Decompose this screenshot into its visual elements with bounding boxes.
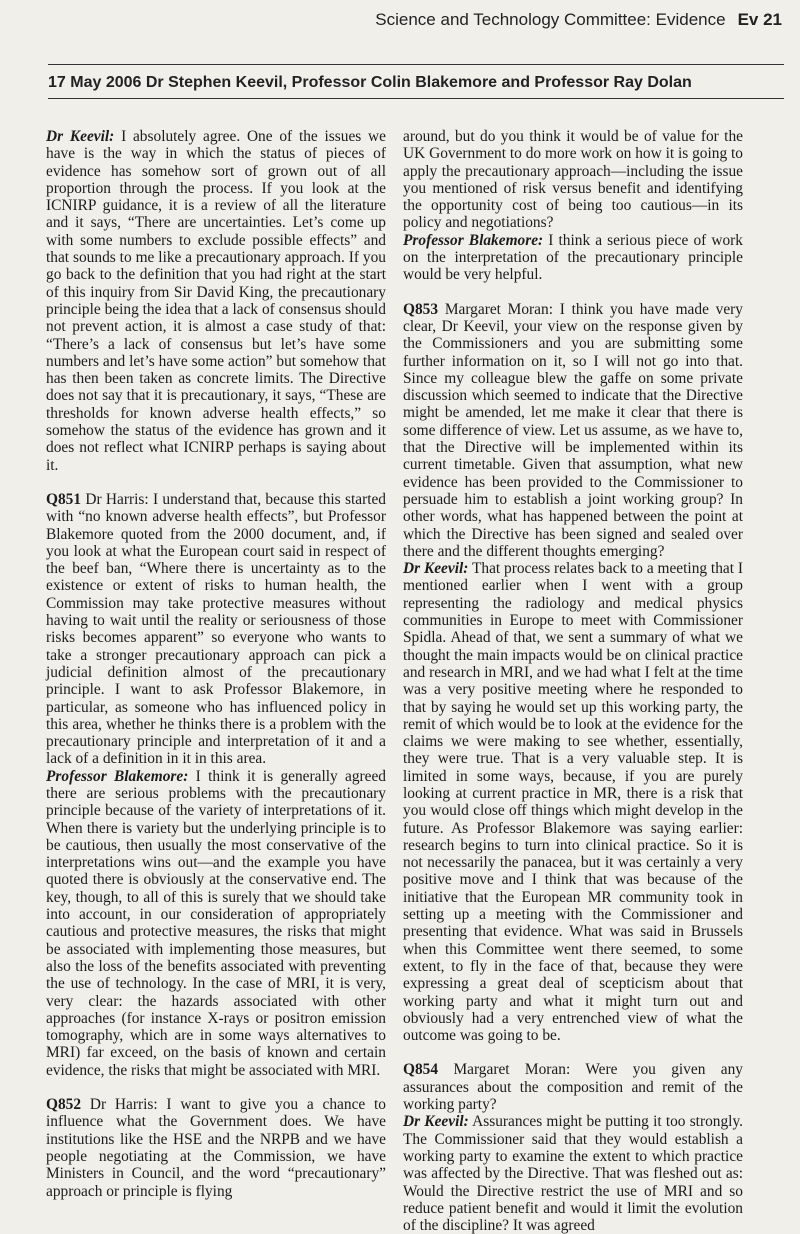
speaker-name: Professor Blakemore: xyxy=(403,231,544,249)
answer-text: That process relates back to a meeting that I mentioned earlier when I went with a group representing the radiology and medical physics communities in Europe to meet with Commissioner Spidla. Ahead of that, we sent a summary of what we thought the main impacts would be on clinical practice and research in MRI, and we had what I felt at the time was a very positive meeting where he responded to that by saying he would set up this working party, the remit of which would be to look at the evidence for the claims we were making to see whether, essentially, they were true. That is a very valuable step. It is limited in some ways, because, if you are purely looking at current practice in MR, there is a risk that you would close off things which might develop in the future. As Professor Blakemore was saying earlier: research begins to turn into clinical practice. So it is not necessarily the panacea, but it was certainly a very positive move and I think that was because of the initiative that the European MR community took in setting up a meeting with the Commissioner and presenting that evidence. What was said in Brussels when this Committee went there seemed, to some extent, to fly in the face of that, because they were expressing a great deal of scepticism about that working party and what it might turn out and obviously had a very entrenched view of what the outcome was going to be. xyxy=(403,560,743,1045)
speaker-name: Dr Keevil: xyxy=(403,1113,469,1131)
question-text: I want to give you a chance to influence what the Government does. We have institutions like the HSE and the NRPB and we have people negotiating at the Commission, we have Ministers in Council, and the word “precautionary” approach or principle is flying xyxy=(46,1096,386,1200)
speaker-name: Dr Keevil: xyxy=(46,128,115,145)
answer-paragraph xyxy=(403,560,743,1044)
question-number: Q851 xyxy=(46,490,82,508)
question-paragraph xyxy=(403,1061,743,1113)
question-paragraph xyxy=(46,1096,386,1200)
questioner-name: Margaret Moran: xyxy=(453,1061,571,1079)
speaker-name: Dr Keevil: xyxy=(403,560,469,578)
answer-text: I think a serious piece of work on the interpretation of the precautionary principle would be very helpful. xyxy=(403,231,743,284)
speaker-name: Professor Blakemore: xyxy=(46,767,189,785)
right-column xyxy=(403,128,743,1234)
running-header xyxy=(375,10,782,30)
answer-text: Assurances might be putting it too strongly. The Commissioner said that they would establish a working party to examine the extent to which practice was affected by the Directive. That was fleshed out as: Would the Directive restrict the use of MRI and so reduce patient benefit and would it limit the evolution of the discipline? It was agreed xyxy=(403,1113,743,1234)
witness-subheading: 17 May 2006 Dr Stephen Keevil, Professor Colin Blakemore and Professor Ray Dolan xyxy=(48,74,692,91)
header-rule-bottom xyxy=(48,98,784,99)
questioner-name: Margaret Moran: xyxy=(444,300,553,318)
continued-question-text: around, but do you think it would be of value for the UK Government to do more work on how it is going to apply the precautionary approach—including the issue you mentioned of risk versus benefit and identifying the opportunity cost of being too cautious—in its policy and negotiations? xyxy=(403,128,743,232)
page-number: Ev 21 xyxy=(737,10,782,29)
question-number: Q854 xyxy=(403,1061,439,1079)
question-number: Q853 xyxy=(403,300,439,318)
answer-text: I absolutely agree. One of the issues we have is the way in which the status of pieces of evidence has somehow sort of grown out of all proportion through the process. If you look at the ICNIRP guidance, it is a review of all the literature and it says, “There are uncertainties. Let’s come up with some numbers to exclude possible effects” and that sounds to me like a precautionary approach. If you go back to the definition that you had right at the start of this inquiry from Sir David King, the precautionary principle being the idea that a lack of consensus should not prevent action, it is almost a case study of that: “There’s a lack of consensus but let’s have some numbers and let’s have some action” but somehow that has then been taken as concrete limits. The Directive does not say that it is precautionary, it says, “These are thresholds for known adverse health effects,” so somehow the status of the evidence has grown and it does not reflect what ICNIRP perhaps is saying about it. xyxy=(46,128,386,474)
question-paragraph xyxy=(403,301,743,560)
answer-paragraph xyxy=(403,1113,743,1234)
question-number: Q852 xyxy=(46,1096,82,1114)
answer-paragraph xyxy=(46,768,386,1079)
questioner-name: Dr Harris: xyxy=(89,1096,158,1114)
header-rule-top xyxy=(48,64,784,65)
question-text: I think you have made very clear, Dr Keevil, your view on the response given by the Commissioners and you are submitting some further information on it, so I will not go into that. Since my colleague blew the gaffe on some private discussion which seemed to indicate that the Directive might be amended, let me make it clear that there is some difference of view. Let us assume, as we have to, that the Directive will be implemented within its current timetable. Given that assumption, what new evidence has been provided to the Commissioner to persuade him to establish a joint working group? In other words, what has happened between the point at which the Directive has been signed and sealed over there and the different thoughts emerging? xyxy=(403,300,743,560)
question-text: I understand that, because this started with “no known adverse health effects”, but Professor Blakemore quoted from the 2000 document, and, if you look at what the European court said in respect of the beef ban, “Where there is uncertainty as to the existence or extent of risks to human health, the Commission may take protective measures without having to wait until the reality or seriousness of those risks becomes apparent” so everyone who wants to take a stronger precautionary approach can pick a judicial definition almost of the precautionary principle. I want to ask Professor Blakemore, in particular, as someone who has influenced policy in this area, whether he thinks there is a problem with the precautionary principle and interpretation of it and a lack of a definition in it in this area. xyxy=(46,490,386,768)
running-title: Science and Technology Committee: Evidence xyxy=(375,10,726,29)
left-column xyxy=(46,128,386,1200)
answer-paragraph xyxy=(403,232,743,284)
questioner-name: Dr Harris: xyxy=(85,490,149,508)
question-text: Were you given any assurances about the composition and remit of the working party? xyxy=(403,1061,743,1114)
question-paragraph xyxy=(46,491,386,768)
answer-text: I think it is generally agreed there are serious problems with the precautionary principle because of the variety of interpretations of it. When there is variety but the underlying principle is to be cautious, then usually the most conservative of the interpretations wins out—and the example you have quoted there is obviously at the conservative end. The key, though, to all of this is surely that we should take into account, in our consideration of appropriately cautious and protective measures, the risks that might be associated with implementing those measures, but also the loss of the benefits associated with preventing the use of technology. In the case of MRI, it is very, very clear: the hazards associated with other approaches (for instance X-rays or positron emission tomography, which are in some ways alternatives to MRI) far exceed, on the basis of known and certain evidence, the risks that might be associated with MRI. xyxy=(46,767,387,1079)
answer-paragraph xyxy=(46,128,386,474)
